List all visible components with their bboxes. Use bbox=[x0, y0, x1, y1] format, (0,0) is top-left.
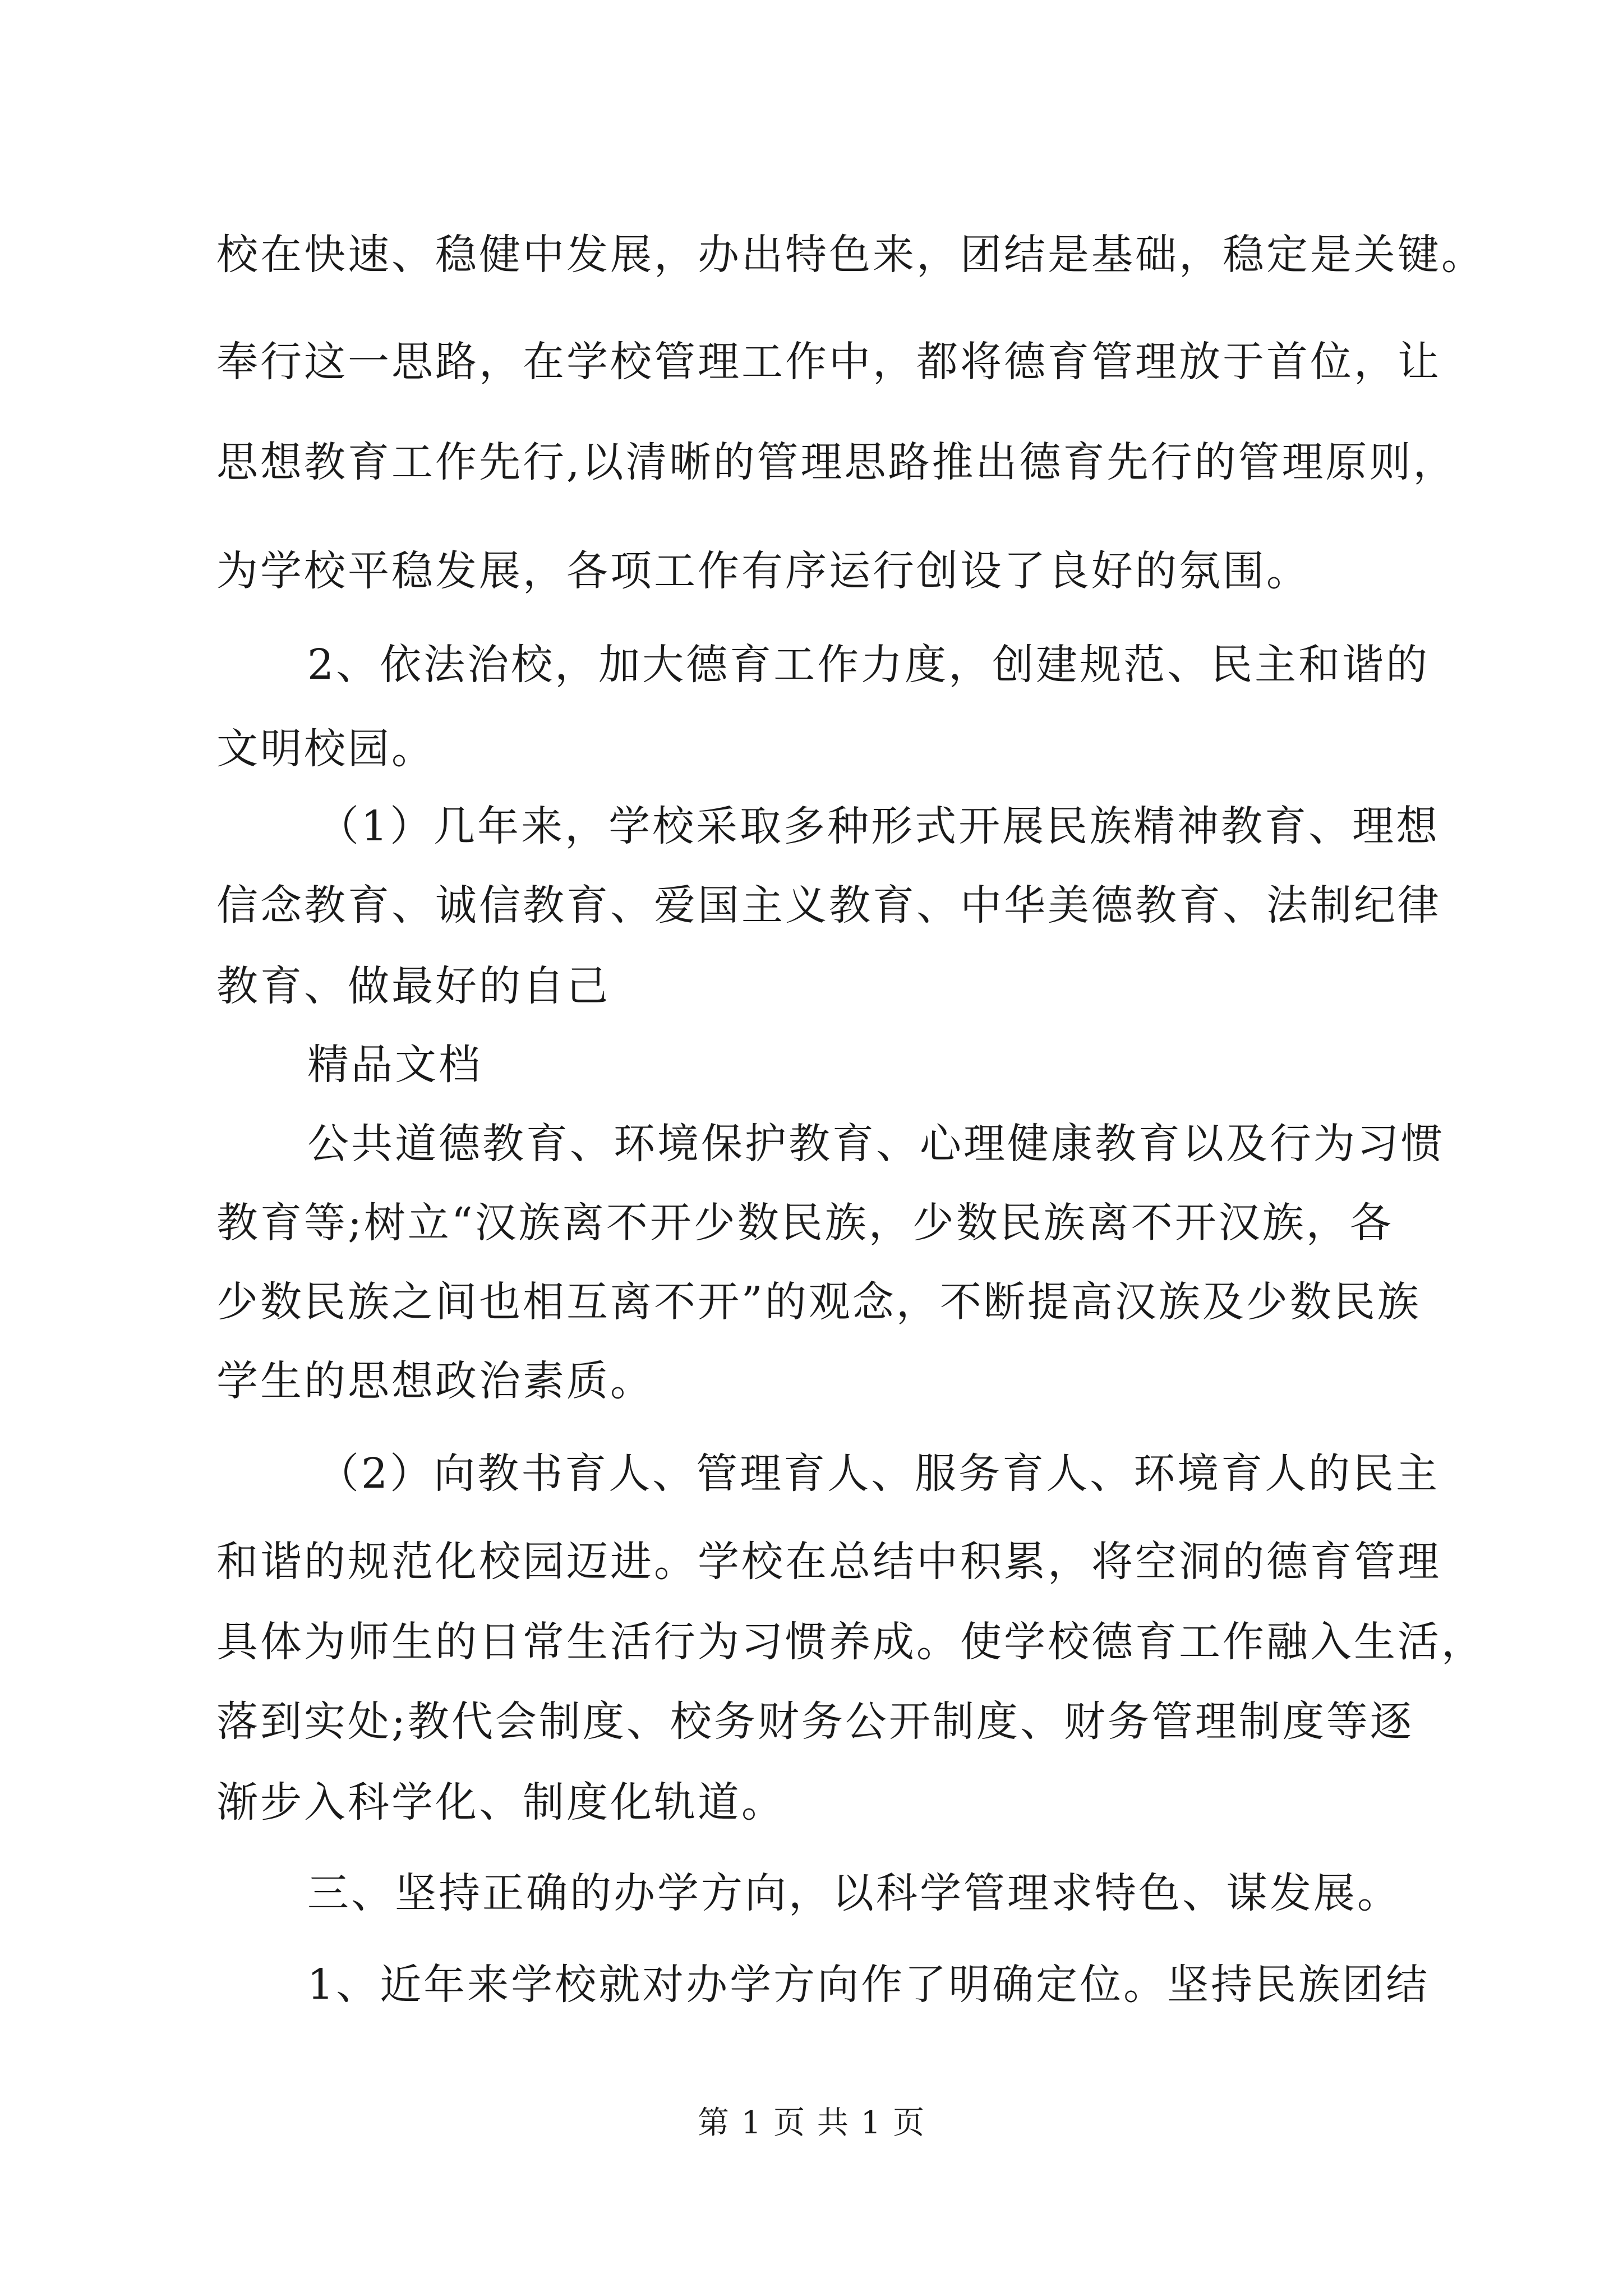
text-line: 2、依法治校，加大德育工作力度，创建规范、民主和谐的 bbox=[307, 641, 1430, 689]
text-line: 校在快速、稳健中发展，办出特色来，团结是基础，稳定是关键。 bbox=[216, 231, 1485, 279]
text-line: 落到实处;教代会制度、校务财务公开制度、财务管理制度等逐 bbox=[216, 1697, 1414, 1746]
text-line: 公共道德教育、环境保护教育、心理健康教育以及行为习惯 bbox=[307, 1120, 1445, 1168]
text-line: 文明校园。 bbox=[216, 725, 435, 773]
text-line: 渐步入科学化、制度化轨道。 bbox=[216, 1778, 785, 1826]
text-line: （2）向教书育人、管理育人、服务育人、环境育人的民主 bbox=[317, 1450, 1440, 1498]
text-line: 教育、做最好的自己 bbox=[216, 962, 610, 1010]
text-line: 为学校平稳发展，各项工作有序运行创设了良好的氛围。 bbox=[216, 547, 1310, 595]
text-line: 三、坚持正确的办学方向，以科学管理求特色、谋发展。 bbox=[307, 1869, 1401, 1917]
text-line: 少数民族之间也相互离不开”的观念，不断提高汉族及少数民族 bbox=[216, 1278, 1421, 1326]
text-line: 思想教育工作先行,以清晰的管理思路推出德育先行的管理原则， bbox=[216, 438, 1457, 486]
text-line: 信念教育、诚信教育、爱国主义教育、中华美德教育、法制纪律 bbox=[216, 881, 1441, 930]
text-line: 奉行这一思路，在学校管理工作中，都将德育管理放于首位，让 bbox=[216, 338, 1441, 386]
text-line: 和谐的规范化校园迈进。学校在总结中积累，将空洞的德育管理 bbox=[216, 1538, 1441, 1586]
text-line: 教育等;树立“汉族离不开少数民族，少数民族离不开汉族，各 bbox=[216, 1199, 1394, 1247]
text-line: （1）几年来，学校采取多种形式开展民族精神教育、理想 bbox=[317, 802, 1440, 850]
text-line: 精品文档 bbox=[307, 1041, 482, 1089]
text-line: 学生的思想政治素质。 bbox=[216, 1357, 654, 1405]
text-line: 具体为师生的日常生活行为习惯养成。使学校德育工作融入生活， bbox=[216, 1618, 1485, 1666]
page-footer: 第 1 页 共 1 页 bbox=[697, 2105, 926, 2141]
text-line: 1、近年来学校就对办学方向作了明确定位。坚持民族团结 bbox=[307, 1961, 1430, 2009]
